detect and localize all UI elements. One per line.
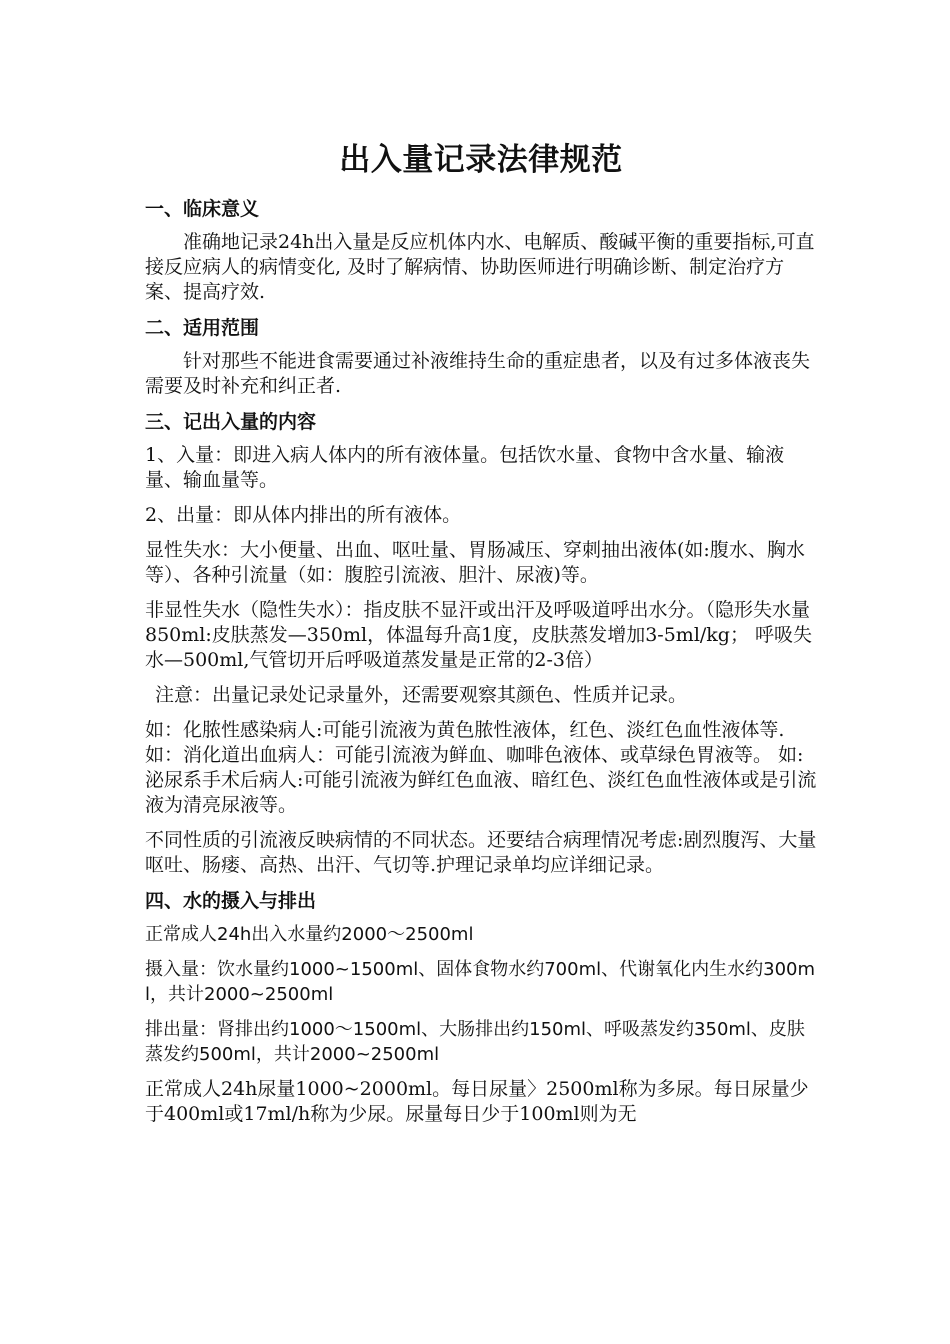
- section-scope: [145, 315, 817, 399]
- paragraph: 针对那些不能进食需要通过补液维持生命的重症患者，以及有过多体液丧失需要及时补充和纠正者.: [145, 350, 811, 397]
- section-water-intake-output: [145, 888, 817, 1127]
- paragraph: 显性失水：大小便量、出血、呕吐量、胃肠减压、穿刺抽出液体(如:腹水、胸水等）、各种引流量（如：腹腔引流液、胆汁、尿液)等。: [145, 539, 805, 586]
- paragraph: 准确地记录24h出入量是反应机体内水、电解质、酸碱平衡的重要指标,可直接反应病人的病情变化, 及时了解病情、协助医师进行明确诊断、制定治疗方案、提高疗效.: [145, 231, 815, 303]
- paragraph: 正常成人24h出入水量约2000～2500ml: [145, 924, 474, 945]
- section-content: [145, 409, 817, 878]
- paragraph: 排出量：肾排出约1000～1500ml、大肠排出约150ml、呼吸蒸发约350ml、皮肤蒸发约500ml，共计2000~2500ml: [145, 1019, 805, 1065]
- document-content: [145, 138, 817, 1137]
- paragraph: 摄入量：饮水量约1000~1500ml、固体食物水约700ml、代谢氧化内生水约300ml，共计2000~2500ml: [145, 959, 816, 1005]
- paragraph: 2、出量：即从体内排出的所有液体。: [145, 504, 462, 526]
- section-heading: 一、临床意义: [145, 198, 260, 220]
- paragraph: 注意：出量记录处记录量外，还需要观察其颜色、性质并记录。: [155, 684, 688, 706]
- section-heading: 二、适用范围: [145, 317, 260, 339]
- paragraph: 非显性失水（隐性失水）：指皮肤不显汗或出汗及呼吸道呼出水分。（隐形失水量850ml:皮肤蒸发—350ml，体温每升高1度，皮肤蒸发增加3-5ml/kg； 呼吸失水—500ml,气管切开后呼吸道蒸发量是正常的2-3倍）: [145, 599, 813, 671]
- paragraph: 1、入量：即进入病人体内的所有液体量。包括饮水量、食物中含水量、输液量、输血量等。: [145, 444, 785, 491]
- section-heading: 四、水的摄入与排出: [145, 890, 317, 912]
- paragraph: 如：化脓性感染病人:可能引流液为黄色脓性液体，红色、淡红色血性液体等. 如：消化道出血病人：可能引流液为鲜血、咖啡色液体、或草绿色胃液等。 如:泌尿系手术后病人:可能引流液为鲜红色血液、暗红色、淡红色血性液体或是引流液为清亮尿液等。: [145, 719, 817, 816]
- section-heading: 三、记出入量的内容: [145, 411, 317, 433]
- paragraph: 正常成人24h尿量1000~2000ml。每日尿量〉2500ml称为多尿。每日尿量少于400ml或17ml/h称为少尿。尿量每日少于100ml则为无: [145, 1078, 809, 1125]
- section-clinical-significance: [145, 196, 817, 305]
- paragraph: 不同性质的引流液反映病情的不同状态。还要结合病理情况考虑:剧烈腹泻、大量呕吐、肠瘘、高热、出汗、气切等.护理记录单均应详细记录。: [145, 829, 817, 876]
- document-title: 出入量记录法律规范: [339, 142, 623, 178]
